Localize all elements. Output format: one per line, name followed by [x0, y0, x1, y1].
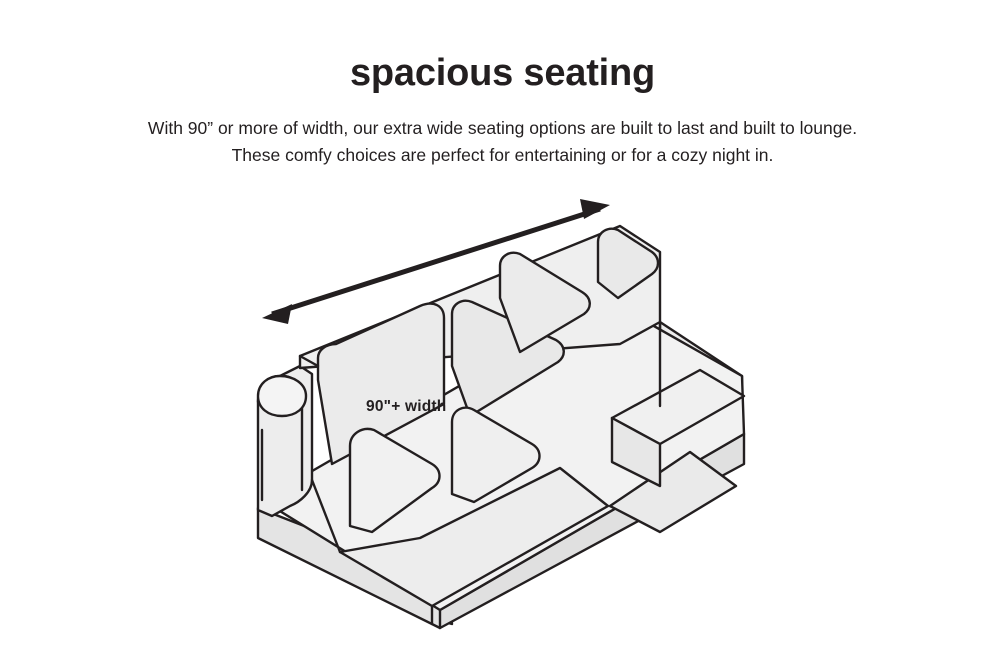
sofa-illustration	[0, 180, 1005, 670]
description-line-2: These comfy choices are perfect for entertaining or for a cozy night in.	[231, 145, 774, 165]
sofa-line-drawing	[0, 180, 1005, 670]
description-line-1: With 90” or more of width, our extra wide seating options are built to last and built to lounge.	[147, 118, 858, 138]
sofa-left-arm-top	[258, 376, 306, 416]
page-title: spacious seating	[349, 52, 656, 94]
sofa-body	[258, 226, 744, 628]
description-text	[0, 115, 1005, 169]
dimension-label: 90"+ width	[366, 398, 447, 415]
